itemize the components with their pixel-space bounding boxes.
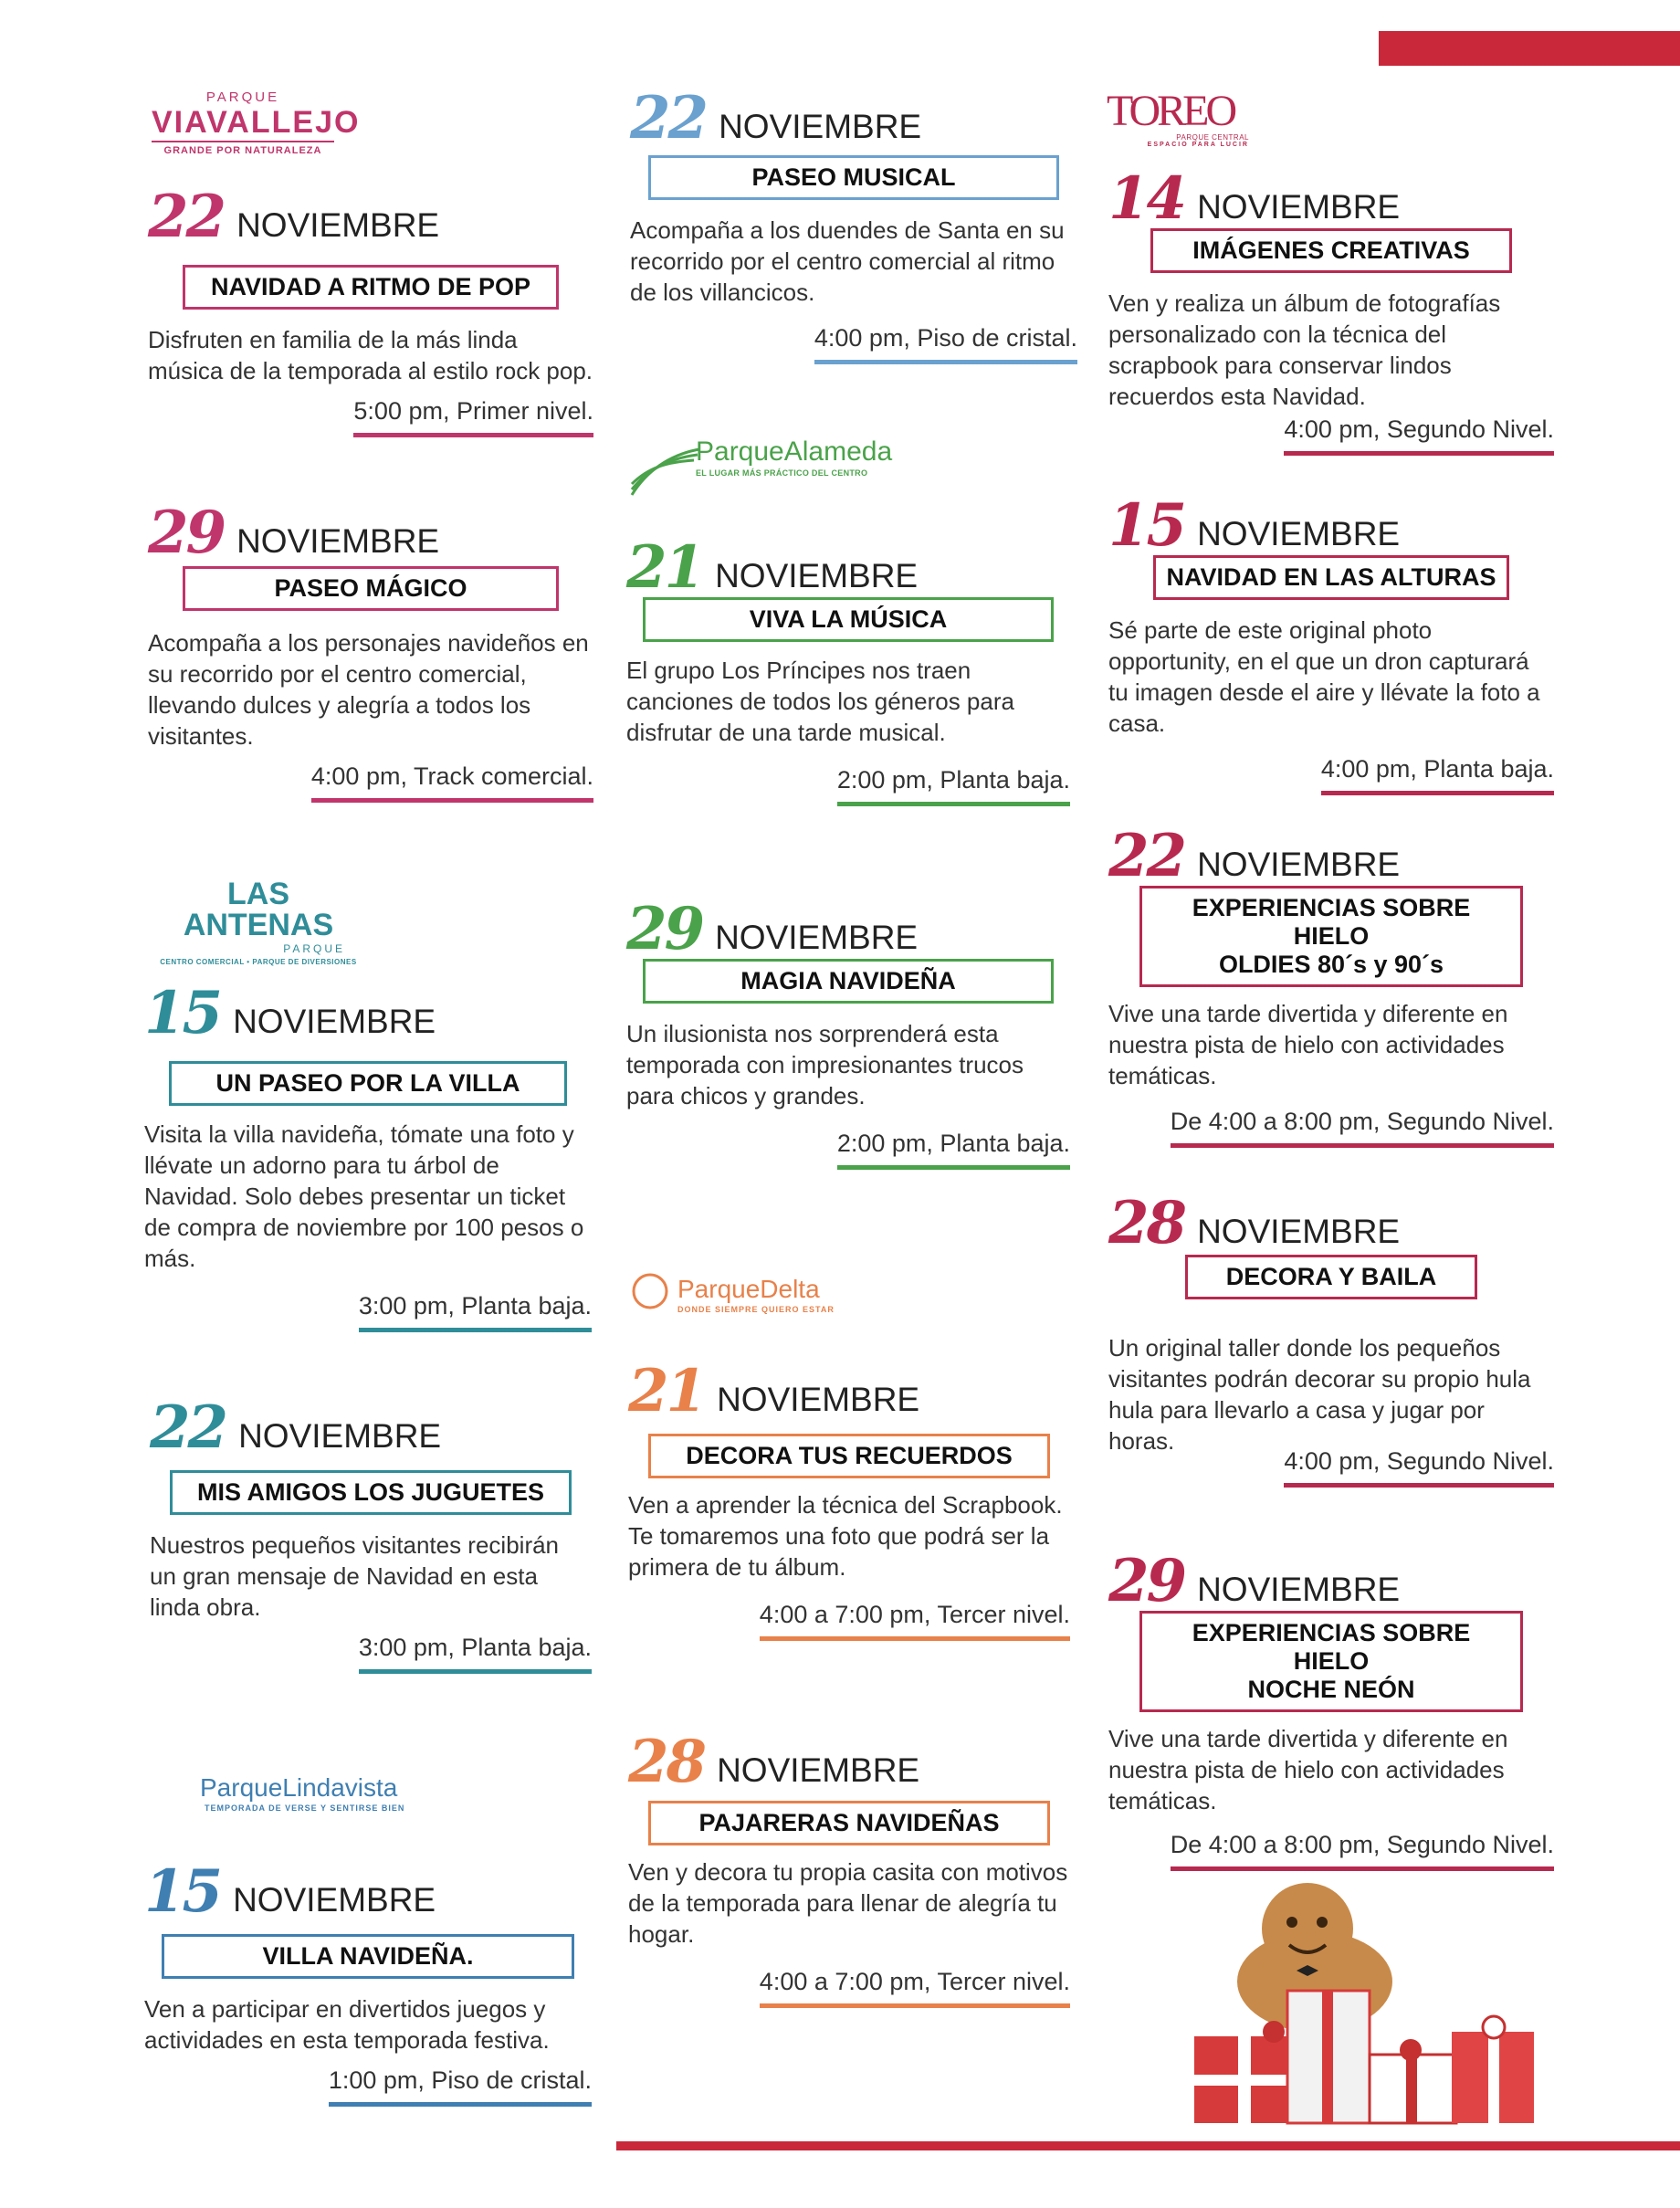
event-month: NOVIEMBRE bbox=[1197, 188, 1401, 226]
event-title-line-1: EXPERIENCIAS SOBRE HIELO bbox=[1192, 1619, 1471, 1675]
event-date bbox=[1108, 164, 1554, 233]
event-date bbox=[626, 895, 1070, 963]
event-description: Un ilusionista nos sorprenderá esta temporada con impresionantes trucos para chicos y grandes. bbox=[626, 1020, 1024, 1109]
event-date bbox=[148, 183, 593, 251]
event-date bbox=[1108, 1547, 1554, 1615]
toreo-logo-pre: PARQUE CENTRAL bbox=[1176, 133, 1249, 142]
event-description: Visita la villa navideña, tómate una foto y llévate un adorno para tu árbol de Navidad. Solo debes presentar un ticket de compra de noviembre por 100 pesos o más. bbox=[144, 1120, 584, 1272]
event-date bbox=[1108, 491, 1554, 560]
event-day: 22 bbox=[630, 84, 707, 152]
alameda-logo-name: ParqueAlameda bbox=[696, 436, 893, 467]
alameda-logo bbox=[628, 438, 902, 478]
event-description: Ven y decora tu propia casita con motivos de la temporada para llenar de alegría tu hogar. bbox=[628, 1858, 1068, 1948]
event-day: 29 bbox=[1108, 1547, 1185, 1615]
event-time: 3:00 pm, Planta baja. bbox=[359, 1634, 592, 1674]
event-alameda-21 bbox=[626, 533, 1070, 806]
event-date bbox=[1108, 822, 1554, 890]
event-time: 5:00 pm, Primer nivel. bbox=[353, 397, 593, 437]
top-accent-bar bbox=[1379, 31, 1680, 66]
event-viavallejo-29 bbox=[148, 499, 593, 803]
alameda-leaf-icon bbox=[628, 444, 701, 499]
event-time: 4:00 a 7:00 pm, Tercer nivel. bbox=[760, 1601, 1070, 1641]
event-delta-28 bbox=[628, 1728, 1070, 2008]
event-day: 15 bbox=[1108, 491, 1185, 560]
event-month: NOVIEMBRE bbox=[233, 1881, 436, 1919]
event-description: Vive una tarde divertida y diferente en nuestra pista de hielo con actividades temáticas. bbox=[1108, 1000, 1508, 1089]
gift-boxes-icon bbox=[1194, 1991, 1534, 2123]
viavallejo-logo-name: VIAVALLEJO bbox=[152, 105, 361, 140]
event-description: El grupo Los Príncipes nos traen canciones de todos los géneros para disfrutar de una tarde musical. bbox=[626, 657, 1014, 746]
event-time: De 4:00 a 8:00 pm, Segundo Nivel. bbox=[1171, 1831, 1554, 1871]
delta-circle-icon bbox=[630, 1271, 670, 1311]
event-toreo-28 bbox=[1108, 1189, 1554, 1488]
event-description: Vive una tarde divertida y diferente en nuestra pista de hielo con actividades temáticas. bbox=[1108, 1725, 1508, 1814]
las-antenas-logo-pre: PARQUE bbox=[283, 942, 345, 955]
event-title-box: VILLA NAVIDEÑA. bbox=[162, 1934, 574, 1979]
event-antenas-22 bbox=[150, 1393, 592, 1674]
event-day: 14 bbox=[1108, 164, 1185, 233]
gingerbread-gifts-illustration bbox=[1187, 1872, 1552, 2137]
event-month: NOVIEMBRE bbox=[236, 206, 440, 244]
event-month: NOVIEMBRE bbox=[715, 919, 919, 956]
event-paseo-musical-22 bbox=[630, 84, 1077, 364]
bottom-accent-bar bbox=[616, 2141, 1680, 2150]
event-title-box: PASEO MUSICAL bbox=[648, 155, 1059, 200]
delta-logo-tagline: DONDE SIEMPRE QUIERO ESTAR bbox=[677, 1305, 835, 1314]
event-title-box: DECORA Y BAILA bbox=[1185, 1255, 1477, 1299]
viavallejo-logo-tagline: GRANDE POR NATURALEZA bbox=[152, 141, 334, 156]
gingerbread-gifts-image bbox=[1187, 1872, 1552, 2137]
event-time: 1:00 pm, Piso de cristal. bbox=[329, 2066, 592, 2107]
event-title-box bbox=[1139, 886, 1523, 987]
toreo-logo-name: TOREO bbox=[1107, 87, 1234, 135]
event-day: 21 bbox=[626, 533, 703, 602]
event-title-box: PASEO MÁGICO bbox=[183, 566, 559, 611]
event-day: 28 bbox=[628, 1728, 705, 1796]
event-time: 3:00 pm, Planta baja. bbox=[359, 1292, 592, 1332]
event-day: 29 bbox=[148, 499, 225, 567]
event-date bbox=[628, 1357, 1070, 1425]
event-month: NOVIEMBRE bbox=[717, 1751, 920, 1789]
event-time: 4:00 pm, Segundo Nivel. bbox=[1284, 415, 1554, 456]
event-month: NOVIEMBRE bbox=[238, 1417, 442, 1455]
event-description: Disfruten en familia de la más linda música de la temporada al estilo rock pop. bbox=[148, 326, 593, 384]
event-month: NOVIEMBRE bbox=[236, 522, 440, 560]
event-description: Ven y realiza un álbum de fotografías personalizado con la técnica del scrapbook para conservar lindos recuerdos esta Navidad. bbox=[1108, 289, 1501, 410]
event-date bbox=[626, 533, 1070, 602]
event-title-box: VIVA LA MÚSICA bbox=[643, 597, 1054, 642]
event-title-box: MIS AMIGOS LOS JUGUETES bbox=[170, 1470, 572, 1515]
event-date bbox=[150, 1393, 592, 1462]
event-toreo-29 bbox=[1108, 1547, 1554, 1871]
las-antenas-logo bbox=[153, 878, 363, 966]
toreo-logo bbox=[1107, 89, 1262, 148]
event-month: NOVIEMBRE bbox=[233, 1003, 436, 1040]
event-month: NOVIEMBRE bbox=[1197, 1213, 1401, 1250]
event-day: 21 bbox=[628, 1357, 705, 1425]
event-toreo-14 bbox=[1108, 164, 1554, 456]
viavallejo-logo-pre: PARQUE bbox=[205, 89, 280, 105]
event-day: 22 bbox=[150, 1393, 226, 1462]
lindavista-logo-tagline: TEMPORADA DE VERSE Y SENTIRSE BIEN bbox=[205, 1803, 405, 1813]
event-toreo-22 bbox=[1108, 822, 1554, 1148]
lindavista-logo-name: ParqueLindavista bbox=[200, 1773, 398, 1802]
alameda-logo-tagline: EL LUGAR MÁS PRÁCTICO DEL CENTRO bbox=[696, 468, 868, 478]
event-title-line-1: EXPERIENCIAS SOBRE HIELO bbox=[1192, 894, 1471, 950]
event-day: 29 bbox=[626, 895, 703, 963]
event-month: NOVIEMBRE bbox=[1197, 1571, 1401, 1608]
las-antenas-logo-name: LAS ANTENAS bbox=[183, 877, 334, 942]
event-title-line-2: OLDIES 80´s y 90´s bbox=[1218, 951, 1444, 978]
event-date bbox=[144, 1857, 592, 1926]
event-title-box: PAJARERAS NAVIDEÑAS bbox=[648, 1801, 1050, 1845]
toreo-logo-tagline: ESPACIO PARA LUCIR bbox=[1147, 142, 1249, 148]
event-day: 28 bbox=[1108, 1189, 1185, 1257]
event-description: Ven a participar en divertidos juegos y actividades en esta temporada festiva. bbox=[144, 1995, 550, 2054]
event-title-box: IMÁGENES CREATIVAS bbox=[1150, 228, 1512, 273]
event-time: 4:00 a 7:00 pm, Tercer nivel. bbox=[760, 1968, 1070, 2008]
event-title-box: NAVIDAD EN LAS ALTURAS bbox=[1153, 555, 1509, 600]
event-title-box bbox=[1139, 1611, 1523, 1712]
event-time: 4:00 pm, Piso de cristal. bbox=[814, 324, 1077, 364]
event-month: NOVIEMBRE bbox=[1197, 846, 1401, 883]
event-date bbox=[1108, 1189, 1554, 1257]
event-date bbox=[148, 499, 593, 567]
event-title-box: DECORA TUS RECUERDOS bbox=[648, 1434, 1050, 1478]
delta-logo bbox=[630, 1271, 867, 1314]
event-description: Un original taller donde los pequeños visitantes podrán decorar su propio hula hula para llevarlo a casa y jugar por horas. bbox=[1108, 1334, 1531, 1455]
event-viavallejo-22 bbox=[148, 183, 593, 437]
event-time: 2:00 pm, Planta baja. bbox=[837, 1130, 1070, 1170]
event-time: 2:00 pm, Planta baja. bbox=[837, 766, 1070, 806]
event-title-line-2: NOCHE NEÓN bbox=[1247, 1676, 1415, 1703]
event-antenas-15 bbox=[144, 979, 592, 1332]
event-time: 4:00 pm, Planta baja. bbox=[1321, 755, 1554, 795]
event-title-box: UN PASEO POR LA VILLA bbox=[169, 1061, 567, 1106]
event-day: 15 bbox=[144, 979, 221, 1047]
event-time: 4:00 pm, Segundo Nivel. bbox=[1284, 1447, 1554, 1488]
event-title-box: MAGIA NAVIDEÑA bbox=[643, 959, 1054, 1004]
event-month: NOVIEMBRE bbox=[1197, 515, 1401, 552]
event-lindavista-15 bbox=[144, 1857, 592, 2107]
event-day: 22 bbox=[1108, 822, 1185, 890]
event-title-box: NAVIDAD A RITMO DE POP bbox=[183, 265, 559, 310]
event-description: Acompaña a los duendes de Santa en su recorrido por el centro comercial al ritmo de los villancicos. bbox=[630, 216, 1065, 306]
event-month: NOVIEMBRE bbox=[715, 557, 919, 594]
event-delta-21 bbox=[628, 1357, 1070, 1641]
lindavista-logo bbox=[150, 1775, 415, 1813]
event-alameda-29 bbox=[626, 895, 1070, 1170]
event-description: Nuestros pequeños visitantes recibirán un gran mensaje de Navidad en esta linda obra. bbox=[150, 1531, 560, 1621]
viavallejo-logo bbox=[152, 89, 361, 156]
event-toreo-15 bbox=[1108, 491, 1554, 795]
event-description: Ven a aprender la técnica del Scrapbook. Te tomaremos una foto que podrá ser la primera de tu álbum. bbox=[628, 1491, 1063, 1581]
las-antenas-logo-tagline: CENTRO COMERCIAL • PARQUE DE DIVERSIONES bbox=[160, 958, 357, 966]
event-day: 22 bbox=[148, 183, 225, 251]
event-month: NOVIEMBRE bbox=[717, 1381, 920, 1418]
event-date bbox=[628, 1728, 1070, 1796]
event-month: NOVIEMBRE bbox=[719, 108, 922, 145]
delta-logo-name: ParqueDelta bbox=[677, 1275, 820, 1303]
event-description: Acompaña a los personajes navideños en su recorrido por el centro comercial, llevando dulces y alegría a todos los visitantes. bbox=[148, 629, 589, 750]
event-time: De 4:00 a 8:00 pm, Segundo Nivel. bbox=[1171, 1108, 1554, 1148]
event-description: Sé parte de este original photo opportunity, en el que un dron capturará tu imagen desde el aire y llévate la foto a casa. bbox=[1108, 616, 1540, 737]
event-time: 4:00 pm, Track comercial. bbox=[311, 762, 593, 803]
event-date bbox=[630, 84, 1077, 152]
event-date bbox=[144, 979, 592, 1047]
event-day: 15 bbox=[144, 1857, 221, 1926]
